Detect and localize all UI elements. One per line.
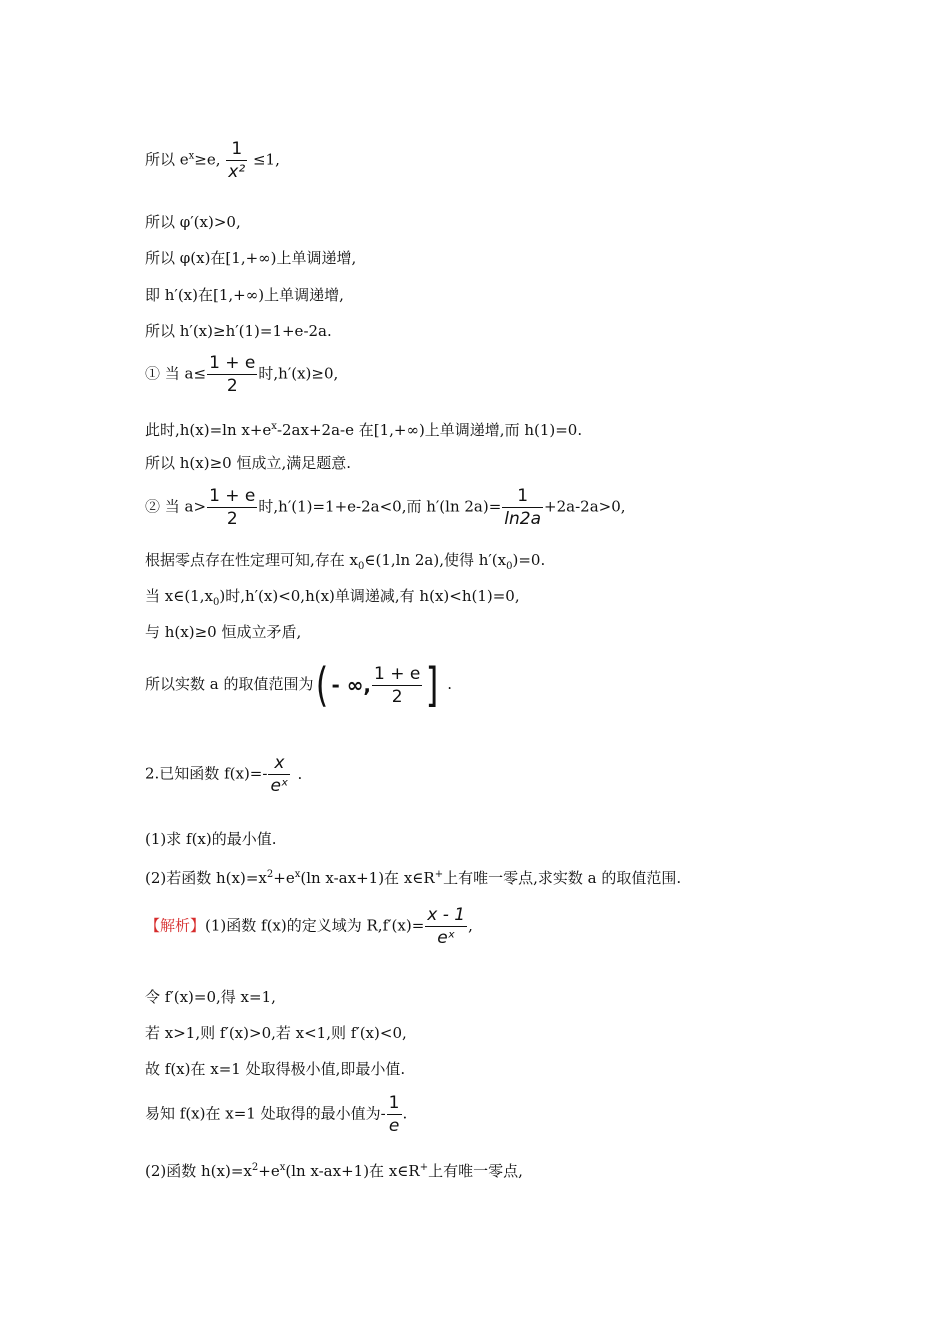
text: 2.已知函数 f(x)=- xyxy=(145,764,268,783)
fraction xyxy=(268,752,290,797)
numerator: 1 + e xyxy=(209,486,256,506)
line-18: 令 f′(x)=0,得 x=1, xyxy=(145,988,276,1006)
fraction xyxy=(425,904,467,949)
denominator: e xyxy=(388,1116,400,1136)
numerator: x xyxy=(268,752,290,775)
analysis-tag: 【解析】 xyxy=(145,916,206,935)
line-5: 所以 h′(x)≥h′(1)=1+e-2a. xyxy=(145,322,332,340)
text: 根据零点存在性定理可知,存在 x xyxy=(145,551,358,569)
sub: 0 xyxy=(212,597,220,608)
sup: x xyxy=(294,869,301,880)
text: - ∞, xyxy=(331,673,371,697)
line-15: (1)求 f(x)的最小值. xyxy=(145,830,277,848)
text: )=0. xyxy=(512,551,546,569)
text: (ln x-ax+1)在 x∈R xyxy=(300,869,435,887)
numerator: 1 + e xyxy=(373,663,421,684)
text: ② 当 a> xyxy=(145,497,207,516)
line-13 xyxy=(145,658,453,712)
denominator: eˣ xyxy=(437,928,456,948)
line-17 xyxy=(145,904,473,949)
close-bracket: ] xyxy=(425,658,439,712)
denominator: ln2a xyxy=(504,509,542,529)
text: +e xyxy=(273,869,295,887)
sup: 2 xyxy=(251,1162,259,1173)
numerator: x - 1 xyxy=(427,905,466,925)
text: +e xyxy=(258,1162,280,1180)
sup: + xyxy=(419,1162,429,1173)
text: . xyxy=(297,764,303,783)
text: 时,h′(x)≥0, xyxy=(258,364,339,383)
fraction xyxy=(207,485,257,530)
line-1 xyxy=(145,138,280,183)
numerator: 1 xyxy=(388,1093,400,1113)
line-4: 即 h′(x)在[1,+∞)上单调递增, xyxy=(145,286,344,304)
line-9 xyxy=(145,485,626,530)
sub: 0 xyxy=(358,561,365,572)
text: 时,h′(1)=1+e-2a<0,而 h′(ln 2a)= xyxy=(258,497,502,516)
line-6 xyxy=(145,352,338,397)
denominator: 2 xyxy=(391,686,403,707)
text: 所以实数 a 的取值范围为 xyxy=(145,675,314,693)
text: (1)函数 f(x)的定义域为 R,f′(x)= xyxy=(205,916,425,935)
fraction xyxy=(387,1092,402,1137)
text: . xyxy=(402,1104,408,1123)
text: 上有唯一零点, xyxy=(428,1162,523,1180)
line-22 xyxy=(145,1158,523,1181)
sup: x xyxy=(188,150,195,162)
line-7 xyxy=(145,417,582,440)
text: (2)函数 h(x)=x xyxy=(145,1162,252,1180)
line-12: 与 h(x)≥0 恒成立矛盾, xyxy=(145,623,302,641)
sup: + xyxy=(434,869,444,880)
numerator: 1 xyxy=(502,485,543,508)
text: ≤1, xyxy=(252,150,280,169)
text: , xyxy=(468,916,473,935)
open-paren: ( xyxy=(316,658,329,712)
text: +2a-2a>0, xyxy=(544,497,626,516)
text: 上有唯一零点,求实数 a 的取值范围. xyxy=(443,869,682,887)
sup: 2 xyxy=(266,869,274,880)
line-2: 所以 φ′(x)>0, xyxy=(145,213,241,231)
line-19: 若 x>1,则 f′(x)>0,若 x<1,则 f′(x)<0, xyxy=(145,1024,407,1042)
fraction xyxy=(226,138,247,183)
line-10 xyxy=(145,550,545,577)
line-14 xyxy=(145,752,302,797)
line-16 xyxy=(145,865,681,888)
text: (ln x-ax+1)在 x∈R xyxy=(285,1162,420,1180)
denominator: 2 xyxy=(226,509,238,529)
denominator: x² xyxy=(228,162,246,182)
line-20: 故 f(x)在 x=1 处取得极小值,即最小值. xyxy=(145,1060,406,1078)
text: )时,h′(x)<0,h(x)单调递减,有 h(x)<h(1)=0, xyxy=(219,587,520,605)
fraction xyxy=(372,663,422,708)
text: 此时,h(x)=ln x+e xyxy=(145,421,272,439)
denominator: 2 xyxy=(226,376,238,396)
text: 易知 f(x)在 x=1 处取得的最小值为- xyxy=(145,1104,386,1123)
line-21 xyxy=(145,1092,407,1137)
sup: x xyxy=(279,1162,286,1173)
fraction xyxy=(502,485,543,530)
numerator: 1 + e xyxy=(209,353,256,373)
denominator: eˣ xyxy=(270,776,289,796)
line-8: 所以 h(x)≥0 恒成立,满足题意. xyxy=(145,454,352,472)
text: 当 x∈(1,x xyxy=(145,587,213,605)
text: ∈(1,ln 2a),使得 h′(x xyxy=(364,551,507,569)
fraction xyxy=(207,352,257,397)
text: 所以 e xyxy=(145,150,189,169)
text: (2)若函数 h(x)=x xyxy=(145,869,267,887)
sub: 0 xyxy=(506,561,513,572)
line-3: 所以 φ(x)在[1,+∞)上单调递增, xyxy=(145,249,357,267)
text: ① 当 a≤ xyxy=(145,364,207,383)
text: ≥e, xyxy=(194,150,221,169)
text: . xyxy=(447,675,453,693)
text: -2ax+2a-e 在[1,+∞)上单调递增,而 h(1)=0. xyxy=(276,421,583,439)
numerator: 1 xyxy=(226,138,247,161)
line-11 xyxy=(145,586,520,613)
sup: x xyxy=(271,421,277,432)
